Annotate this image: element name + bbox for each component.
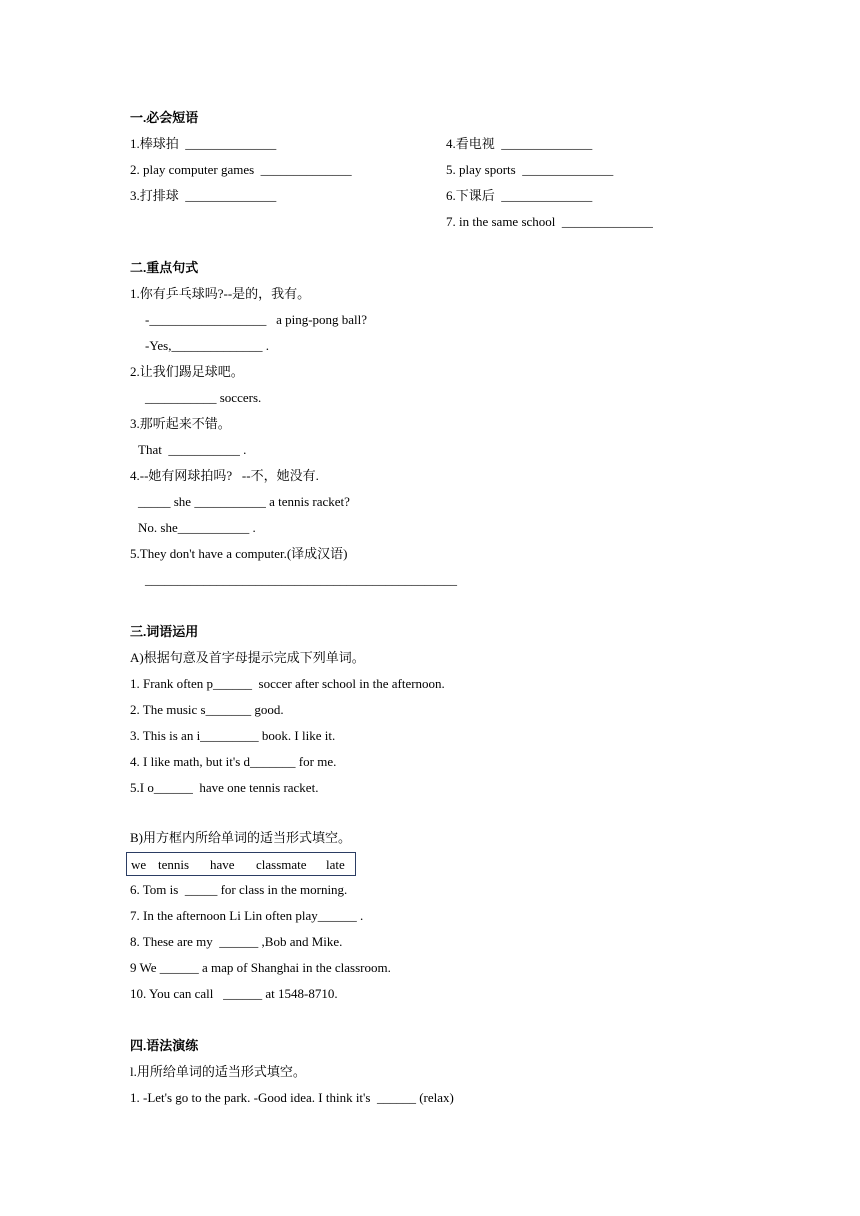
part-a-item-3: 3. This is an i_________ book. I like it. — [130, 728, 336, 743]
sentence-5-prompt: 5.They don't have a computer.(译成汉语) — [130, 546, 348, 561]
part-b-item-6: 6. Tom is _____ for class in the morning. — [130, 882, 348, 897]
part-b-item-7: 7. In the afternoon Li Lin often play______ . — [130, 908, 364, 923]
word-bank-word: classmate — [256, 857, 307, 872]
sentence-1-line-b: -Yes,______________ . — [145, 338, 269, 353]
sentence-2-line: ___________ soccers. — [145, 390, 262, 405]
grammar-instruction: l.用所给单词的适当形式填空。 — [130, 1064, 306, 1079]
sentence-1-line-a: -__________________ a ping-pong ball? — [145, 312, 368, 327]
phrase-1: 1.棒球拍 ______________ — [130, 136, 277, 151]
part-b-instruction: B)用方框内所给单词的适当形式填空。 — [130, 830, 352, 845]
word-bank-word: tennis — [158, 857, 190, 872]
word-bank-word: late — [326, 857, 345, 872]
part-b-item-10: 10. You can call ______ at 1548-8710. — [130, 986, 338, 1001]
section-1-title: 一.必会短语 — [130, 110, 199, 125]
sentence-3-prompt: 3.那听起来不错。 — [130, 416, 231, 431]
word-bank-word: we — [131, 857, 147, 872]
part-b-item-9: 9 We ______ a map of Shanghai in the classroom. — [130, 960, 391, 975]
part-a-instruction: A)根据句意及首字母提示完成下列单词。 — [130, 650, 365, 665]
phrase-7: 7. in the same school ______________ — [446, 214, 653, 229]
word-bank-box — [126, 852, 356, 876]
section-4-title: 四.语法演练 — [130, 1038, 199, 1053]
section-3-title: 三.词语运用 — [130, 624, 199, 639]
section-2-title: 二.重点句式 — [130, 260, 199, 275]
part-b-item-8: 8. These are my ______ ,Bob and Mike. — [130, 934, 343, 949]
part-a-item-5: 5.I o______ have one tennis racket. — [130, 780, 319, 795]
sentence-4-line-b: No. she___________ . — [138, 520, 256, 535]
grammar-item-1: 1. -Let's go to the park. -Good idea. I think it's ______ (relax) — [130, 1090, 454, 1105]
phrase-3: 3.打排球 ______________ — [130, 188, 277, 203]
phrase-5: 5. play sports ______________ — [446, 162, 614, 177]
sentence-3-line: That ___________ . — [138, 442, 247, 457]
word-bank-word: have — [210, 857, 235, 872]
phrase-6: 6.下课后 ______________ — [446, 188, 593, 203]
part-a-item-4: 4. I like math, but it's d_______ for me. — [130, 754, 337, 769]
part-a-item-1: 1. Frank often p______ soccer after school in the afternoon. — [130, 676, 445, 691]
sentence-5-answer-line: ________________________________________________ — [145, 572, 457, 587]
sentence-1-prompt: 1.你有乒乓球吗?--是的，我有。 — [130, 286, 311, 301]
sentence-4-line-a: _____ she ___________ a tennis racket? — [138, 494, 350, 509]
phrase-2: 2. play computer games ______________ — [130, 162, 352, 177]
sentence-4-prompt: 4.--她有网球拍吗? --不，她没有. — [130, 468, 319, 483]
sentence-2-prompt: 2.让我们踢足球吧。 — [130, 364, 244, 379]
phrase-4: 4.看电视 ______________ — [446, 136, 593, 151]
part-a-item-2: 2. The music s_______ good. — [130, 702, 284, 717]
